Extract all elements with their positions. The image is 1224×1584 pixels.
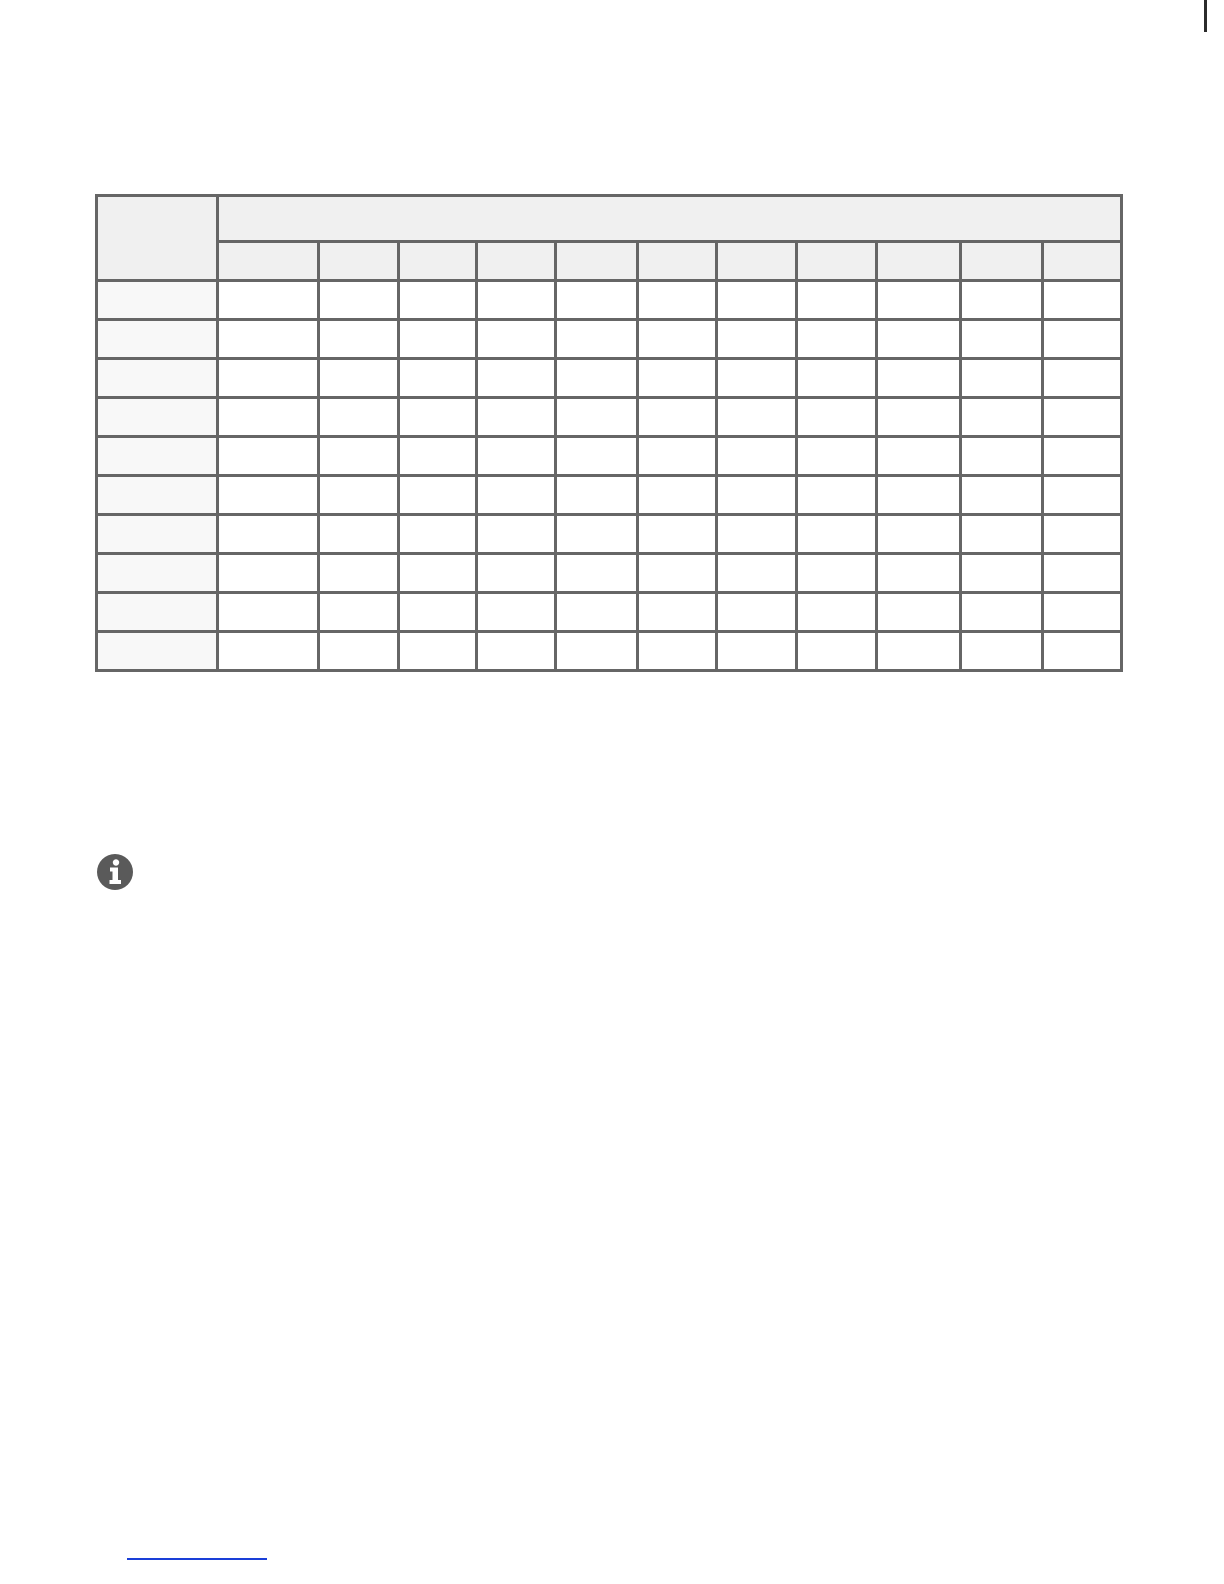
- column-header-cell: [797, 242, 877, 281]
- table-cell: [638, 320, 717, 359]
- row-header-cell: [97, 281, 218, 320]
- table-cell: [961, 281, 1043, 320]
- table-cell: [1043, 554, 1122, 593]
- table-cell: [399, 437, 477, 476]
- table-cell: [877, 593, 961, 632]
- table-cell: [399, 398, 477, 437]
- table-cell: [797, 593, 877, 632]
- table-cell: [556, 359, 638, 398]
- table-cell: [399, 515, 477, 554]
- table-cell: [399, 593, 477, 632]
- table-cell: [961, 437, 1043, 476]
- table-cell: [717, 320, 797, 359]
- table-cell: [319, 476, 399, 515]
- table-cell: [556, 281, 638, 320]
- table-cell: [556, 632, 638, 671]
- table-cell: [1043, 359, 1122, 398]
- table-cell: [477, 476, 556, 515]
- row-header-cell: [97, 632, 218, 671]
- table-cell: [399, 281, 477, 320]
- column-header-cell: [961, 242, 1043, 281]
- column-header-cell: [1043, 242, 1122, 281]
- table-cell: [477, 437, 556, 476]
- table-row: [97, 476, 1122, 515]
- header-corner-cell: [97, 196, 218, 281]
- column-header-cell: [556, 242, 638, 281]
- table-row: [97, 593, 1122, 632]
- table-cell: [1043, 593, 1122, 632]
- table-cell: [638, 632, 717, 671]
- table-cell: [797, 632, 877, 671]
- table-cell: [319, 320, 399, 359]
- info-icon: [96, 853, 134, 891]
- table-cell: [717, 476, 797, 515]
- table-cell: [319, 554, 399, 593]
- table-cell: [877, 632, 961, 671]
- table-row: [97, 632, 1122, 671]
- table-cell: [399, 476, 477, 515]
- table-cell: [797, 320, 877, 359]
- table-cell: [218, 515, 319, 554]
- table-cell: [556, 398, 638, 437]
- column-header-cell: [477, 242, 556, 281]
- table-cell: [218, 554, 319, 593]
- table-cell: [877, 515, 961, 554]
- page-edge-mark: [1204, 0, 1207, 32]
- table-cell: [961, 359, 1043, 398]
- table-cell: [1043, 632, 1122, 671]
- table-cell: [717, 515, 797, 554]
- table-cell: [961, 320, 1043, 359]
- table-cell: [877, 320, 961, 359]
- table-cell: [218, 320, 319, 359]
- table-cell: [319, 593, 399, 632]
- table-cell: [638, 281, 717, 320]
- row-header-cell: [97, 476, 218, 515]
- table-cell: [556, 476, 638, 515]
- table-cell: [638, 554, 717, 593]
- table-cell: [1043, 281, 1122, 320]
- table-cell: [218, 476, 319, 515]
- table-cell: [319, 281, 399, 320]
- row-header-cell: [97, 554, 218, 593]
- table-cell: [797, 515, 877, 554]
- table-cell: [477, 359, 556, 398]
- table-cell: [218, 632, 319, 671]
- footer-link-underline[interactable]: [127, 1558, 267, 1560]
- table-cell: [638, 359, 717, 398]
- table-cell: [399, 632, 477, 671]
- table-cell: [717, 554, 797, 593]
- table-cell: [556, 515, 638, 554]
- table-row: [97, 281, 1122, 320]
- table-cell: [797, 476, 877, 515]
- table-cell: [477, 320, 556, 359]
- table-cell: [877, 281, 961, 320]
- table-cell: [477, 593, 556, 632]
- table-cell: [319, 359, 399, 398]
- table-cell: [717, 359, 797, 398]
- table-cell: [477, 515, 556, 554]
- row-header-cell: [97, 437, 218, 476]
- table-row: [97, 437, 1122, 476]
- table-row: [97, 554, 1122, 593]
- column-header-cell: [218, 242, 319, 281]
- table-cell: [717, 437, 797, 476]
- table-cell: [218, 398, 319, 437]
- table-cell: [797, 359, 877, 398]
- table-cell: [638, 515, 717, 554]
- table-cell: [556, 437, 638, 476]
- table-cell: [717, 398, 797, 437]
- row-header-cell: [97, 515, 218, 554]
- row-header-cell: [97, 593, 218, 632]
- table-cell: [797, 398, 877, 437]
- column-header-cell: [638, 242, 717, 281]
- table-header: [97, 196, 1122, 281]
- table-cell: [961, 398, 1043, 437]
- column-header-cell: [399, 242, 477, 281]
- table-cell: [477, 632, 556, 671]
- table-cell: [477, 281, 556, 320]
- table-row: [97, 398, 1122, 437]
- table-body: [97, 281, 1122, 671]
- table-cell: [961, 593, 1043, 632]
- table-cell: [319, 437, 399, 476]
- table-cell: [1043, 515, 1122, 554]
- table-cell: [477, 398, 556, 437]
- table-cell: [877, 476, 961, 515]
- table-cell: [1043, 398, 1122, 437]
- column-header-cell: [319, 242, 399, 281]
- table-row: [97, 515, 1122, 554]
- table-cell: [399, 320, 477, 359]
- table-row: [97, 359, 1122, 398]
- table-cell: [1043, 437, 1122, 476]
- table-cell: [638, 437, 717, 476]
- data-table: [95, 194, 1123, 672]
- table-cell: [399, 554, 477, 593]
- row-header-cell: [97, 359, 218, 398]
- table-cell: [477, 554, 556, 593]
- table-cell: [717, 281, 797, 320]
- header-row-group: [97, 196, 1122, 242]
- table-cell: [638, 593, 717, 632]
- table-cell: [877, 359, 961, 398]
- table-cell: [877, 554, 961, 593]
- table-cell: [717, 593, 797, 632]
- column-header-cell: [717, 242, 797, 281]
- table-cell: [797, 281, 877, 320]
- table-cell: [556, 320, 638, 359]
- table-cell: [797, 554, 877, 593]
- table-cell: [319, 398, 399, 437]
- table-cell: [961, 515, 1043, 554]
- table-cell: [218, 359, 319, 398]
- row-header-cell: [97, 320, 218, 359]
- table-cell: [638, 398, 717, 437]
- table-cell: [797, 437, 877, 476]
- table-cell: [218, 281, 319, 320]
- row-header-cell: [97, 398, 218, 437]
- table-cell: [638, 476, 717, 515]
- table-cell: [399, 359, 477, 398]
- table-cell: [319, 515, 399, 554]
- column-header-cell: [877, 242, 961, 281]
- table-cell: [961, 632, 1043, 671]
- table-cell: [961, 476, 1043, 515]
- table-cell: [961, 554, 1043, 593]
- table-cell: [556, 554, 638, 593]
- header-group-cell: [218, 196, 1122, 242]
- table-cell: [319, 632, 399, 671]
- table-cell: [877, 437, 961, 476]
- table-cell: [218, 593, 319, 632]
- table-cell: [717, 632, 797, 671]
- table-cell: [218, 437, 319, 476]
- header-row-columns: [97, 242, 1122, 281]
- table-row: [97, 320, 1122, 359]
- table-cell: [556, 593, 638, 632]
- table-cell: [877, 398, 961, 437]
- table-cell: [1043, 476, 1122, 515]
- table-cell: [1043, 320, 1122, 359]
